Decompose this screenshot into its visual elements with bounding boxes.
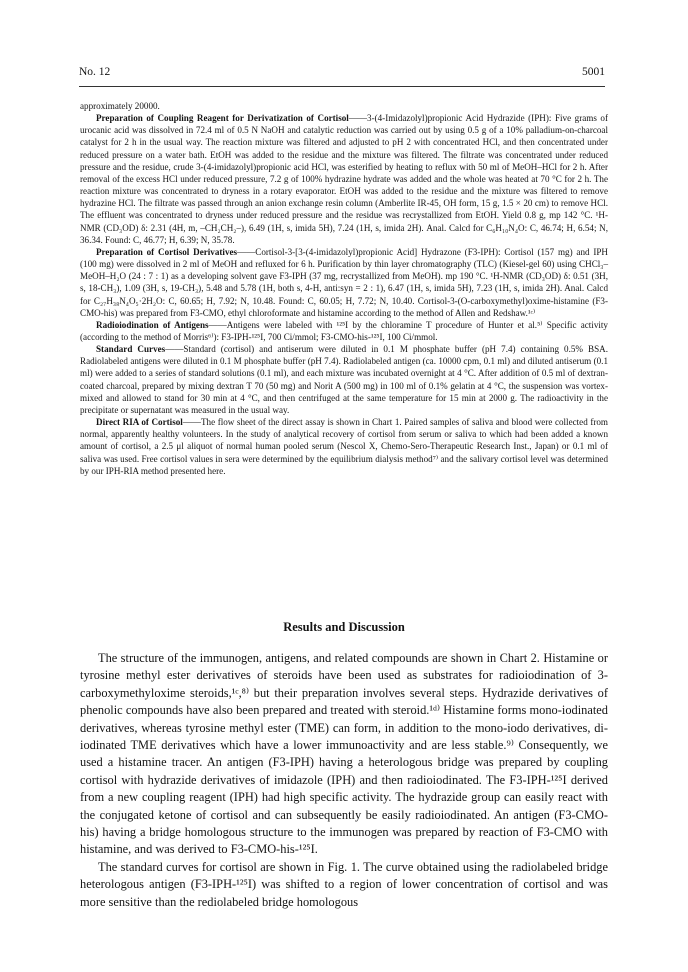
paragraph-continuation: approximately 20000. (80, 101, 160, 111)
header-rule (79, 86, 605, 87)
issue-number: No. 12 (79, 66, 111, 78)
subheading-radioiodination: Radioiodination of Antigens (96, 319, 209, 330)
body-direct-ria: ——The flow sheet of the direct assay is shown in Chart 1. Paired samples of saliva and blood were collected from normal, apparently healthy volunteers. In the study of analytical recovery of cortisol from serum or saliva to which had been added a known amount of cortisol, a 2.5 μl aliquot of normal human pooled serum (Nescol X, Chemo-Sero-Therapeutic Research Inst., Japan) or 0.1 ml of saliva was used. Free cortisol values in sera were determined by the equilibrium dialysis method⁷⁾ and the salivary cortisol level was determined by our IPH-RIA method presented here. (80, 417, 608, 476)
paragraph-direct-ria (80, 416, 608, 477)
subheading-coupling-reagent: Preparation of Coupling Reagent for Derivatization of Cortisol (96, 113, 349, 124)
paragraph-radioiodination (80, 319, 608, 343)
page-number: 5001 (582, 66, 605, 78)
body-standard-curves: ——Standard (cortisol) and antiserum were diluted in 0.1 M phosphate buffer (pH 7.4) containing 0.5% BSA. Radiolabeled antigens were diluted in 0.1 M phosphate buffer (pH 7.4). Radiolabeled antigen (ca. 10000 cpm, 0.1 ml) and diluted antiserum (0.1 ml) were added to a series of standard solutions (0.1 ml), and each mixture was incubated overnight at 4 °C. After addition of 0.5 ml of dextran-coated charcoal, prepared by mixing dextran T 70 (50 mg) and Norit A (500 mg) in 100 ml of 0.1% gelatin at 4 °C, the suspension was vortex-mixed and allowed to stand for 30 min at 4 °C, and then centrifuged at the same temperature for 15 min at 2000 g. The radioactivity in the precipitate or supernatant was measured in the usual way. (80, 344, 608, 415)
body-radioiodination: ——Antigens were labeled with ¹²⁵I by the chloramine T procedure of Hunter et al.⁵⁾ Specific activity (according to the method of Morris⁶⁾): F3-IPH-¹²⁵I, 700 Ci/mmol; F3-CMO-his-¹²⁵I, 100 Ci/mmol. (80, 319, 608, 342)
running-header (79, 66, 605, 82)
results-paragraph-1: The structure of the immunogen, antigens, and related compounds are shown in Chart 2. Histamine or tyrosine methyl ester derivatives of steroids have been used as substrates for radioiodination of 3-carboxymethyloxime steroids,¹ᶜ,⁸⁾ but their preparation involves several steps. Hydrazide derivatives of phenolic compounds have also been prepared and treated with steroid.¹ᵈ⁾ Histamine forms mono-iodinated derivatives, whereas tyrosine methyl ester (TME) can form, in addition to the mono-iodo derivatives, di-iodinated TME derivatives which have a lower immunoactivity and are less stable.⁹⁾ Consequently, we used a histamine tracer. An antigen (F3-IPH) having a heterologous bridge was prepared by coupling cortisol with hydrazide derivatives of imidazole (IPH) and then radioiodinated. The F3-IPH-¹²⁵I derived from a new coupling reagent (IPH) had high specific activity. The hydrazide group can easily react with the conjugated ketone of cortisol and can subsequently be easily radioiodinated. An antigen (F3-CMO-his) having a bridge homologous structure to the immunogen was prepared by reaction of F3-CMO with histamine, and was derived to F3-CMO-his-¹²⁵I. (80, 651, 608, 857)
subheading-standard-curves: Standard Curves (96, 344, 166, 355)
subheading-direct-ria: Direct RIA of Cortisol (96, 417, 183, 428)
body-cortisol-derivatives: ——Cortisol-3-[3-(4-imidazolyl)propionic Acid] Hydrazone (F3-IPH): Cortisol (157 mg) and IPH (100 mg) were dissolved in 2 ml of MeOH and refluxed for 6 h. Purification by thin layer chromatography (TLC) (Kiesel-gel 60) using CHCl₃–MeOH–H₂O (24 : 7 : 1) as a developing solvent gave F3-IPH (37 mg, recrystallized from MeOH). mp 190 °C. ¹H-NMR (CD₃OD) δ: 0.51 (3H, s, 18-CH₃), 1.09 (3H, s, 19-CH₃), 5.48 and 5.78 (1H, both s, 4-H, anti:syn = 2 : 1), 6.47 (1H, s, imida 5H), 7.23 (1H, s, imida 2H). Anal. Calcd for C₂₇H₃₈N₄O₅·2H₂O: C, 60.65; H, 7.92; N, 10.48. Found: C, 60.05; H, 7.72; N, 10.40. Cortisol-3-(O-carboxymethyl)oxime-histamine (F3-CMO-his) was prepared from F3-CMO, ethyl chloroformate and histamine according to the method of Allen and Redshaw.¹ᶜ⁾ (80, 246, 608, 318)
paragraph-cortisol-derivatives (80, 246, 608, 319)
paragraph-coupling-reagent (80, 112, 608, 246)
subheading-cortisol-derivatives: Preparation of Cortisol Derivatives (96, 246, 238, 257)
body-coupling-reagent: ——3-(4-Imidazolyl)propionic Acid Hydrazide (IPH): Five grams of urocanic acid was dissolved in 72.4 ml of 0.5 N NaOH and catalytic reduction was carried out by using 0.5 g of a 10% palladium-on-charcoal catalyst for 2 h in the usual way. The reaction mixture was filtered and adjusted to pH 2 with concentrated HCl, and then concentrated under reduced pressure on a water bath. EtOH was added to the residue and the mixture was filtered. The filtrate was concentrated under reduced pressure and the residue, crude 3-(4-imidazolyl)propionic acid HCl, was esterified by heating to reflux with 50 ml of MeOH–HCl for 2 h. After removal of the excess HCl under reduced pressure, 7.2 g of 100% hydrazine hydrate was added and the whole was heated at 70 °C for 2 h. The reaction mixture was concentrated to dryness in a rotary evaporator. EtOH was added to the residue and the mixture was filtered to remove hydrazine HCl. The filtrate was passed through an anion exchange resin column (Amberlite IR-45, OH form, 15 g, 1.5 × 20 cm) to remove HCl. The effluent was concentrated to dryness under reduced pressure and the residue was recrystallized from EtOH. Yield 0.8 g, mp 142 °C. ¹H-NMR (CD₃OD) δ: 2.31 (4H, m, –CH₂CH₂–), 6.49 (1H, s, imida 5H), 7.24 (1H, s, imida 2H). Anal. Calcd for C₆H₁₀N₄O: C, 46.74; H, 6.54; N, 36.34. Found: C, 46.77; H, 6.39; N, 35.78. (80, 113, 609, 245)
paragraph-standard-curves (80, 343, 608, 416)
results-paragraph-2: The standard curves for cortisol are shown in Fig. 1. The curve obtained using the radiolabeled bridge heterologous antigen (F3-IPH-¹²⁵I) was shifted to a region of lower concentration of cortisol and was more sensitive than the rediolabeled bridge homologous (80, 859, 608, 909)
experimental-section (80, 100, 608, 477)
results-section (80, 650, 608, 911)
section-heading-results: Results and Discussion (283, 620, 405, 634)
